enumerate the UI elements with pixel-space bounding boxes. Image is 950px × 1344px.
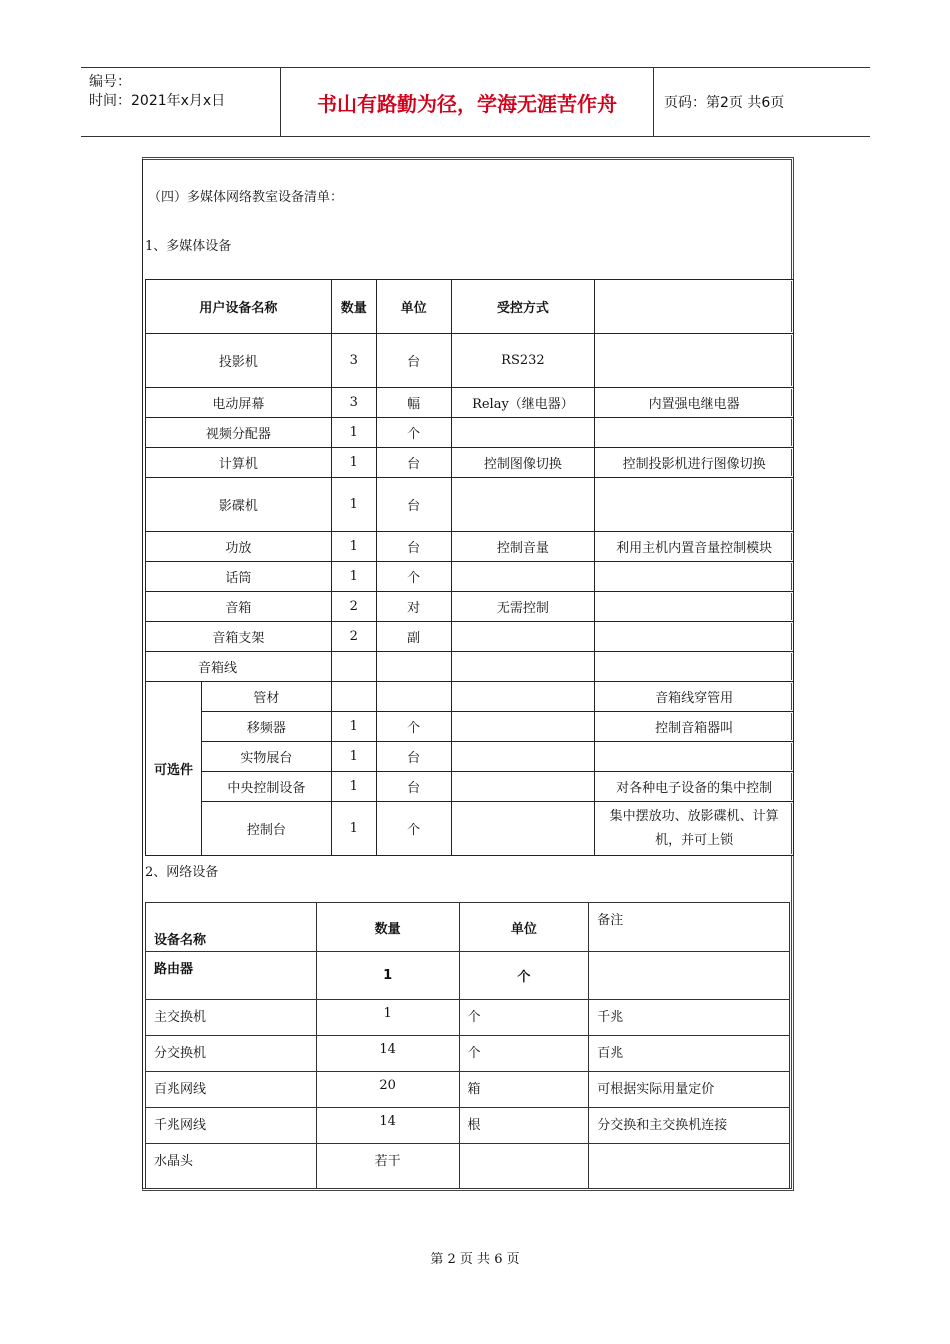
cell [451, 652, 595, 682]
cell: 个 [376, 712, 451, 742]
cell: 实物展台 [201, 742, 331, 772]
header-motto: 书山有路勤为径，学海无涯苦作舟 [281, 68, 654, 136]
cell [595, 742, 794, 772]
cell: 路由器 [146, 952, 317, 1000]
cell: 1 [331, 802, 376, 856]
cell [459, 1144, 589, 1189]
cell: 1 [331, 712, 376, 742]
cell: 内置强电继电器 [595, 388, 794, 418]
cell: 电动屏幕 [146, 388, 332, 418]
multimedia-heading: 1、多媒体设备 [145, 239, 232, 254]
table-row [146, 1108, 790, 1144]
header-cell: 数量 [316, 903, 459, 952]
cell: 利用主机内置音量控制模块 [595, 532, 794, 562]
cell: 控制台 [201, 802, 331, 856]
table-header-row [146, 280, 794, 334]
section-title: （四）多媒体网络教室设备清单： [148, 190, 344, 205]
table-header-row [146, 903, 790, 952]
time-label: 时间：2021年x月x日 [89, 93, 226, 109]
cell: 台 [376, 334, 451, 388]
cell: 1 [316, 1000, 459, 1036]
network-table [145, 902, 790, 1189]
cell: 分交换和主交换机连接 [589, 1108, 790, 1144]
cell: 台 [376, 532, 451, 562]
cell [595, 418, 794, 448]
cell: 幅 [376, 388, 451, 418]
cell: 20 [316, 1072, 459, 1108]
page-footer: 第 2 页 共 6 页 [430, 1252, 520, 1267]
header-cell: 数量 [331, 280, 376, 334]
table-row [146, 802, 794, 856]
cell [331, 652, 376, 682]
cell: 千兆网线 [146, 1108, 317, 1144]
table-row [146, 562, 794, 592]
cell: 若干 [316, 1144, 459, 1189]
cell: 副 [376, 622, 451, 652]
cell [595, 562, 794, 592]
cell [376, 652, 451, 682]
cell: 对各种电子设备的集中控制 [595, 772, 794, 802]
table-row [146, 448, 794, 478]
cell: 个 [376, 802, 451, 856]
cell: 箱 [459, 1072, 589, 1108]
header-cell: 单位 [376, 280, 451, 334]
cell [451, 742, 595, 772]
table-row [146, 1144, 790, 1189]
cell: 1 [316, 952, 459, 1000]
table-row [146, 592, 794, 622]
cell: 主交换机 [146, 1000, 317, 1036]
cell: RS232 [451, 334, 595, 388]
cell: 1 [331, 418, 376, 448]
cell: 个 [376, 418, 451, 448]
cell: 2 [331, 592, 376, 622]
cell: 3 [331, 388, 376, 418]
header-cell: 受控方式 [451, 280, 595, 334]
cell: 移频器 [201, 712, 331, 742]
cell: 控制图像切换 [451, 448, 595, 478]
cell: 1 [331, 562, 376, 592]
table-row [146, 388, 794, 418]
cell: 视频分配器 [146, 418, 332, 448]
table-row [146, 712, 794, 742]
cell: 可根据实际用量定价 [589, 1072, 790, 1108]
cell: 1 [331, 478, 376, 532]
cell: 3 [331, 334, 376, 388]
cell: 对 [376, 592, 451, 622]
cell: 台 [376, 742, 451, 772]
table-row [146, 622, 794, 652]
cell: 无需控制 [451, 592, 595, 622]
cell: 2 [331, 622, 376, 652]
cell: 台 [376, 478, 451, 532]
multimedia-table [145, 279, 794, 856]
cell [451, 562, 595, 592]
cell: Relay（继电器） [451, 388, 595, 418]
header-cell: 用户设备名称 [146, 280, 332, 334]
cell: 管材 [201, 682, 331, 712]
cell [595, 478, 794, 532]
table-row [146, 952, 790, 1000]
cell [451, 478, 595, 532]
cell [589, 952, 790, 1000]
number-label: 编号： [89, 74, 131, 90]
cell: 1 [331, 742, 376, 772]
cell: 集中摆放功、放影碟机、计算机，并可上锁 [595, 802, 794, 856]
cell: 个 [459, 952, 589, 1000]
cell [451, 712, 595, 742]
header-meta [81, 68, 281, 136]
header-cell: 备注 [589, 903, 790, 952]
cell [595, 622, 794, 652]
cell: 话筒 [146, 562, 332, 592]
cell: 投影机 [146, 334, 332, 388]
cell: 控制音箱器叫 [595, 712, 794, 742]
cell [451, 622, 595, 652]
cell: 个 [376, 562, 451, 592]
page-number-label: 页码：第2页 共6页 [664, 95, 785, 111]
cell: 音箱 [146, 592, 332, 622]
cell: 计算机 [146, 448, 332, 478]
cell: 分交换机 [146, 1036, 317, 1072]
cell: 台 [376, 772, 451, 802]
table-row [146, 418, 794, 448]
table-row [146, 1072, 790, 1108]
table-row [146, 334, 794, 388]
cell: 音箱支架 [146, 622, 332, 652]
header-cell: 单位 [459, 903, 589, 952]
cell: 控制投影机进行图像切换 [595, 448, 794, 478]
cell: 个 [459, 1000, 589, 1036]
optional-label: 可选件 [146, 682, 202, 856]
cell: 台 [376, 448, 451, 478]
cell: 控制音量 [451, 532, 595, 562]
cell [451, 772, 595, 802]
cell: 水晶头 [146, 1144, 317, 1189]
cell: 中央控制设备 [201, 772, 331, 802]
cell: 音箱线穿管用 [595, 682, 794, 712]
cell: 根 [459, 1108, 589, 1144]
cell [451, 418, 595, 448]
cell: 功放 [146, 532, 332, 562]
table-row [146, 742, 794, 772]
cell [376, 682, 451, 712]
cell: 影碟机 [146, 478, 332, 532]
cell [589, 1144, 790, 1189]
cell: 1 [331, 772, 376, 802]
table-row [146, 478, 794, 532]
table-row [146, 652, 794, 682]
cell [451, 802, 595, 856]
cell [331, 682, 376, 712]
cell: 1 [331, 448, 376, 478]
cell: 百兆网线 [146, 1072, 317, 1108]
cell: 音箱线 [146, 652, 332, 682]
header-cell: 设备名称 [146, 903, 317, 952]
cell: 百兆 [589, 1036, 790, 1072]
cell [595, 652, 794, 682]
network-heading: 2、网络设备 [145, 865, 219, 880]
cell: 14 [316, 1108, 459, 1144]
table-row [146, 1000, 790, 1036]
table-row [146, 772, 794, 802]
table-row [146, 1036, 790, 1072]
cell [595, 592, 794, 622]
table-row [146, 682, 794, 712]
cell [451, 682, 595, 712]
cell: 个 [459, 1036, 589, 1072]
cell: 千兆 [589, 1000, 790, 1036]
table-row [146, 532, 794, 562]
page-header [81, 67, 870, 137]
cell: 1 [331, 532, 376, 562]
cell [595, 334, 794, 388]
header-cell [595, 280, 794, 334]
cell: 14 [316, 1036, 459, 1072]
